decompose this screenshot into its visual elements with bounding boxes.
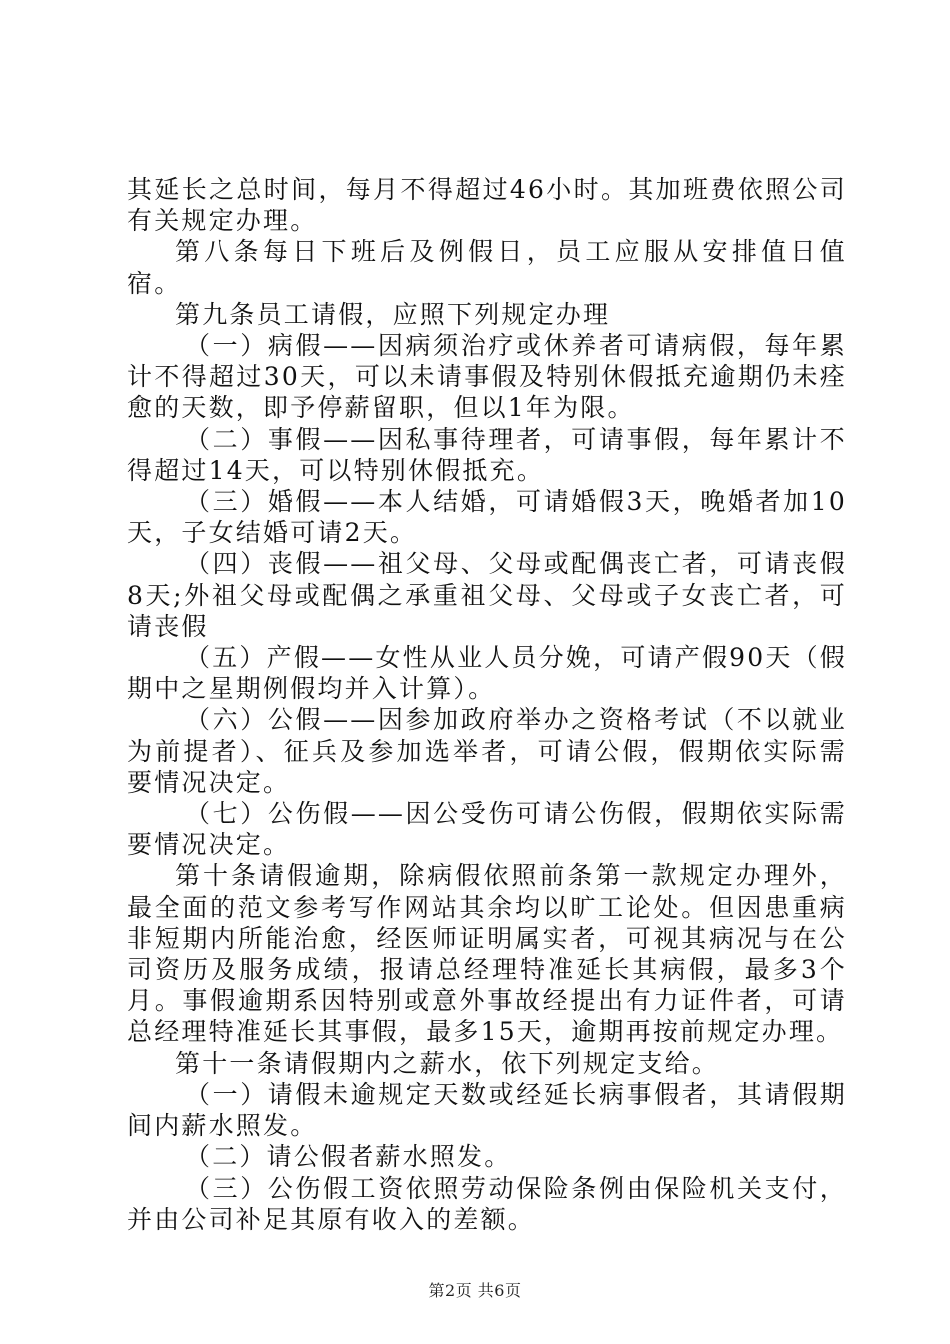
personal-leave-paragraph: （二）事假——因私事待理者，可请事假，每年累计不得超过14天，可以特别休假抵充。 [127,424,847,485]
marriage-leave-paragraph: （三）婚假——本人结婚，可请婚假3天，晚婚者加10天，子女结婚可请2天。 [127,487,847,548]
page-footer: 第2页 共6页 [428,1281,522,1300]
document-body [127,174,847,1235]
article-10-paragraph: 第十条请假逾期，除病假依照前条第一款规定办理外，最全面的范文参考写作网站其余均以旷工论处。但因患重病非短期内所能治愈，经医师证明属实者，可视其病况与在公司资历及服务成绩，报请总经理特准延长其病假，最多3个月。事假逾期系因特别或意外事故经提出有力证件者，可请总经理特准延长其事假，最多15天，逾期再按前规定办理。 [127,861,847,1047]
maternity-leave-paragraph: （五）产假——女性从业人员分娩，可请产假90天（假期中之星期例假均并入计算）。 [127,643,847,704]
salary-item-1-paragraph: （一）请假未逾规定天数或经延长病事假者，其请假期间内薪水照发。 [127,1079,847,1141]
salary-item-2-paragraph: （二）请公假者薪水照发。 [185,1142,512,1172]
article-11-paragraph: 第十一条请假期内之薪水，依下列规定支给。 [175,1048,720,1078]
paragraph: 其延长之总时间，每月不得超过46小时。其加班费依照公司有关规定办理。 [127,175,847,236]
article-9-paragraph: 第九条员工请假，应照下列规定办理 [175,299,611,329]
salary-item-3-paragraph: （三）公伤假工资依照劳动保险条例由保险机关支付，并由公司补足其原有收入的差额。 [127,1173,847,1234]
sick-leave-paragraph: （一）病假——因病须治疗或休养者可请病假，每年累计不得超过30天，可以未请事假及特别休假抵充逾期仍未痊愈的天数，即予停薪留职，但以1年为限。 [127,331,847,423]
funeral-leave-paragraph: （四）丧假——祖父母、父母或配偶丧亡者，可请丧假8天;外祖父母或配偶之承重祖父母、父母或子女丧亡者，可请丧假 [127,549,847,641]
article-8-paragraph: 第八条每日下班后及例假日，员工应服从安排值日值宿。 [127,237,847,298]
injury-leave-paragraph: （七）公伤假——因公受伤可请公伤假，假期依实际需要情况决定。 [127,799,847,860]
official-leave-paragraph: （六）公假——因参加政府举办之资格考试（不以就业为前提者）、征兵及参加选举者，可请公假，假期依实际需要情况决定。 [127,705,847,797]
